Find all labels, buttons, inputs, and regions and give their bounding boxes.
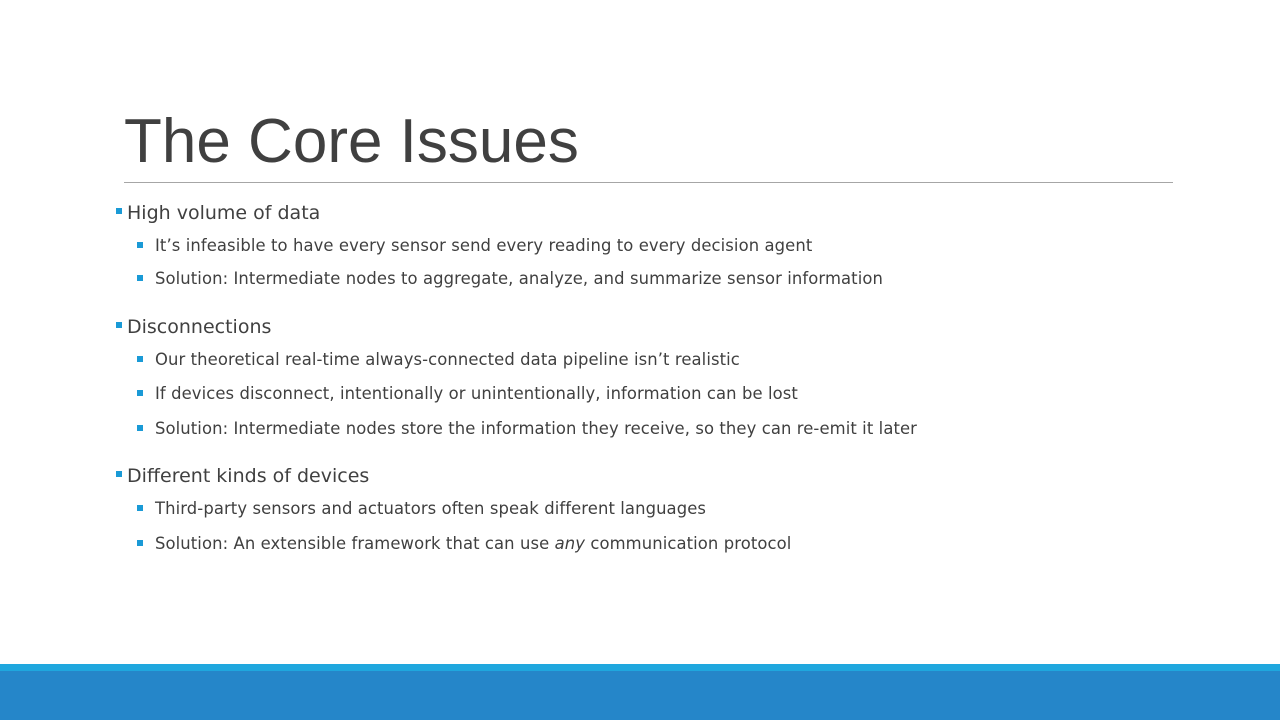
square-bullet-icon: [137, 275, 143, 281]
emphasis-text: any: [554, 534, 586, 553]
square-bullet-icon: [137, 425, 143, 431]
sub-bullet-text: Solution: Intermediate nodes to aggregate, analyze, and summarize sensor information: [155, 269, 883, 288]
sub-bullet: [137, 348, 740, 372]
sub-bullet: [137, 497, 706, 521]
square-bullet-icon: [116, 322, 122, 328]
sub-bullet: [137, 417, 917, 441]
sub-bullet-text: It’s infeasible to have every sensor send every reading to every decision agent: [155, 236, 813, 255]
bullet-high-volume: [116, 200, 320, 226]
sub-bullet-text: Our theoretical real-time always-connected data pipeline isn’t realistic: [155, 350, 740, 369]
sub-bullet-text-before: Solution: An extensible framework that can use: [155, 534, 555, 553]
square-bullet-icon: [116, 208, 122, 214]
bullet-disconnections: [116, 314, 271, 340]
bullet-text: High volume of data: [127, 202, 321, 224]
square-bullet-icon: [116, 471, 122, 477]
square-bullet-icon: [137, 242, 143, 248]
square-bullet-icon: [137, 390, 143, 396]
bullet-device-kinds: [116, 463, 369, 489]
sub-bullet: [137, 267, 883, 291]
sub-bullet: [137, 532, 791, 556]
square-bullet-icon: [137, 356, 143, 362]
sub-bullet-text-after: communication protocol: [585, 534, 792, 553]
sub-bullet-text: Solution: Intermediate nodes store the information they receive, so they can re-emit it later: [155, 419, 918, 438]
sub-bullet-text: Third-party sensors and actuators often speak different languages: [155, 499, 707, 518]
sub-bullet: [137, 234, 812, 258]
footer-accent-band: [0, 664, 1280, 671]
square-bullet-icon: [137, 505, 143, 511]
slide-title: The Core Issues: [124, 107, 579, 176]
footer-band: [0, 671, 1280, 720]
sub-bullet: [137, 382, 798, 406]
bullet-text: Disconnections: [127, 316, 272, 338]
square-bullet-icon: [137, 540, 143, 546]
bullet-text: Different kinds of devices: [127, 465, 370, 487]
sub-bullet-text: If devices disconnect, intentionally or unintentionally, information can be lost: [155, 384, 798, 403]
